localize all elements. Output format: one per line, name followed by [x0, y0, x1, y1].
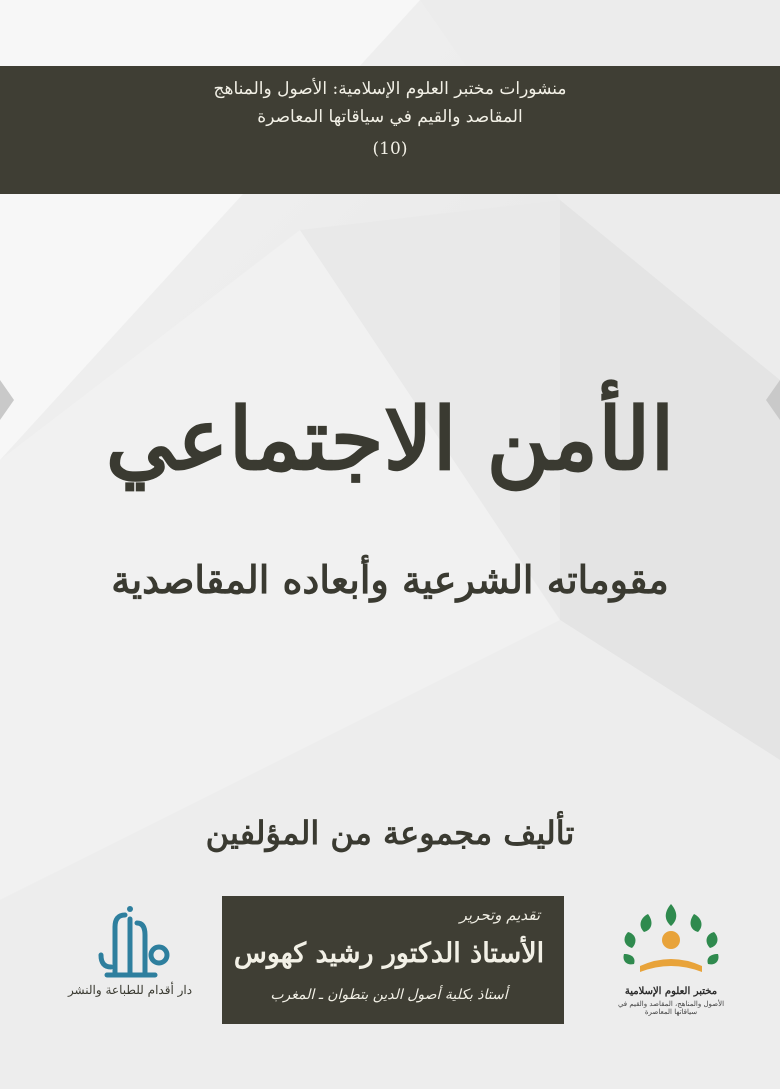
editor-name: الأستاذ الدكتور رشيد كهوس [233, 938, 545, 969]
series-number: (10) [372, 139, 408, 159]
publisher-block [55, 905, 205, 1015]
publisher-name: دار أقدام للطباعة والنشر [67, 983, 193, 997]
book-title: الأمن الاجتماعي [105, 389, 675, 490]
lab-block [612, 900, 730, 1030]
editor-label: تقديم وتحرير [459, 906, 540, 924]
book-subtitle: مقوماته الشرعية وأبعاده المقاصدية [111, 557, 669, 602]
editor-box [222, 896, 564, 1024]
lab-name: مختبر العلوم الإسلامية [624, 986, 718, 997]
lab-logo-icon [612, 900, 730, 986]
series-band [0, 66, 780, 194]
series-title: منشورات مختبر العلوم الإسلامية: الأصول والمناهج [213, 79, 567, 99]
series-subtitle: المقاصد والقيم في سياقاتها المعاصرة [257, 107, 523, 127]
lab-tagline: الأصول والمناهج، المقاصد والقيم في سياقاتها المعاصرة [617, 1000, 725, 1016]
authors-line: تأليف مجموعة من المؤلفين [205, 814, 575, 852]
editor-affiliation: أستاذ بكلية أصول الدين بتطوان ـ المغرب [270, 987, 508, 1003]
publisher-logo-icon [55, 905, 205, 981]
